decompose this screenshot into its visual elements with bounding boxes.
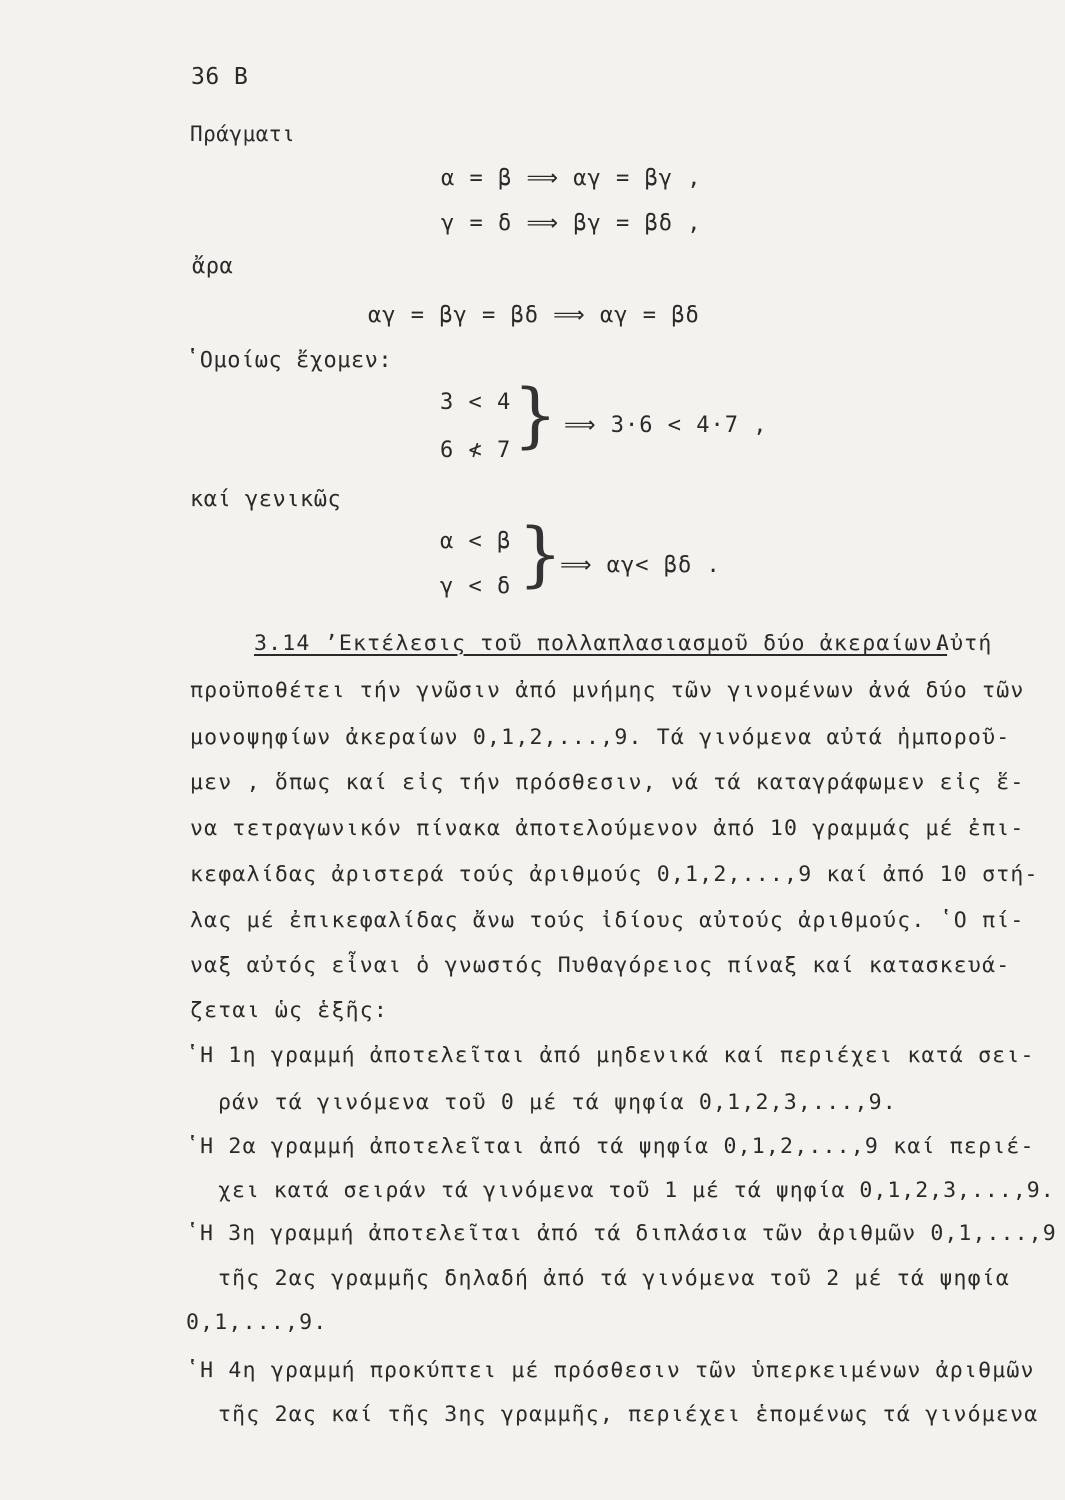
numeric-example-top: 3 < 4 bbox=[440, 390, 512, 415]
body-line: να τετραγωνικόν πίνακα ἀποτελούμενον ἀπό 10 γραμμάς μέ ἐπι- bbox=[190, 816, 1025, 841]
ara-word: ἄρα bbox=[192, 254, 234, 279]
body-line: ναξ αὐτός εἶναι ὁ γνωστός Πυθαγόρειος πίναξ καί κατασκευά- bbox=[190, 953, 1011, 978]
page-number: 36 B bbox=[191, 64, 249, 90]
derivation-line-2: γ = δ ⟹ βγ = βδ , bbox=[441, 211, 702, 236]
numeric-example-brace: } bbox=[513, 374, 558, 456]
body-line: προϋποθέτει τήν γνῶσιν ἀπό μνήμης τῶν γινομένων ἀνά δύο τῶν bbox=[190, 678, 1025, 703]
body-line: λας μέ ἐπικεφαλίδας ἄνω τούς ἰδίους αὐτούς ἀριθμούς. ʽΟ πί- bbox=[190, 908, 1025, 933]
section-title: 3.14 ʼΕκτέλεσις τοῦ πολλαπλασιασμοῦ δύο ἀκεραίων. bbox=[254, 631, 948, 656]
numeric-example-result: ⟹ 3·6 < 4·7 , bbox=[564, 413, 768, 438]
body-line: τῆς 2ας καί τῆς 3ης γραμμῆς, περιέχει ἑπομένως τά γινόμενα bbox=[218, 1402, 1039, 1427]
body-line: ʽΗ 3η γραμμή ἀποτελεῖται ἀπό τά διπλάσια τῶν ἀριθμῶν 0,1,...,9 bbox=[186, 1221, 1057, 1246]
derivation-line-3: αγ = βγ = βδ ⟹ αγ = βδ bbox=[368, 303, 700, 328]
body-line: ράν τά γινόμενα τοῦ 0 μέ τά ψηφία 0,1,2,3,...,9. bbox=[218, 1090, 897, 1115]
general-case-brace: } bbox=[518, 513, 563, 595]
body-line: ʽΗ 1η γραμμή ἀποτελεῖται ἀπό μηδενικά καί περιέχει κατά σει- bbox=[186, 1043, 1035, 1068]
body-line: μονοψηφίων ἀκεραίων 0,1,2,...,9. Τά γινόμενα αὐτά ἠμποροῦ- bbox=[190, 725, 1011, 750]
heading-word: Πράγματι bbox=[190, 122, 296, 146]
similarly-heading: ʽΟμοίως ἔχομεν: bbox=[186, 348, 393, 373]
section-title-continuation: Αὐτή bbox=[936, 631, 993, 656]
body-line: μεν , ὅπως καί εἰς τήν πρόσθεσιν, νά τά καταγράφωμεν εἰς ἕ- bbox=[190, 770, 1025, 795]
body-line: κεφαλίδας ἀριστερά τούς ἀριθμούς 0,1,2,...,9 καί ἀπό 10 στή- bbox=[190, 862, 1039, 887]
general-case-result: ⟹ αγ< βδ . bbox=[560, 553, 721, 578]
body-line: ζεται ὡς ἑξῆς: bbox=[190, 998, 389, 1023]
generally-heading: καί γενικῶς bbox=[190, 487, 342, 512]
general-case-bottom: γ < δ bbox=[440, 574, 512, 599]
body-line: ʽΗ 4η γραμμή προκύπτει μέ πρόσθεσιν τῶν ὑπερκειμένων ἀριθμῶν bbox=[186, 1358, 1035, 1383]
numeric-example-bottom: 6 ≮ 7 bbox=[440, 438, 512, 463]
body-line: τῆς 2ας γραμμῆς δηλαδή ἀπό τά γινόμενα τοῦ 2 μέ τά ψηφία bbox=[218, 1266, 1011, 1291]
body-line: χει κατά σειράν τά γινόμενα τοῦ 1 μέ τά ψηφία 0,1,2,3,...,9. bbox=[218, 1178, 1055, 1203]
general-case-top: α < β bbox=[440, 529, 512, 554]
body-line: 0,1,...,9. bbox=[186, 1310, 328, 1335]
body-line: ʽΗ 2α γραμμή ἀποτελεῖται ἀπό τά ψηφία 0,1,2,...,9 καί περιέ- bbox=[186, 1134, 1035, 1159]
derivation-line-1: α = β ⟹ αγ = βγ , bbox=[441, 166, 702, 191]
